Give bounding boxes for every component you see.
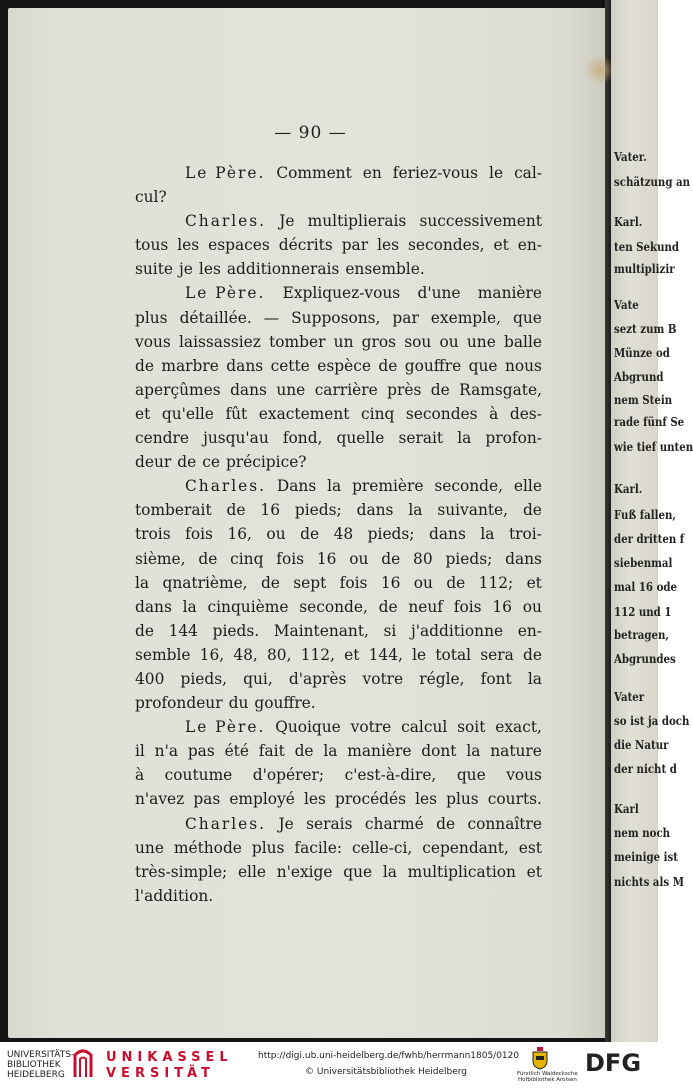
word: suivante, (437, 501, 509, 520)
word: la (527, 669, 542, 688)
word: profon- (485, 429, 542, 448)
text-line (135, 378, 542, 402)
text-line (135, 547, 542, 571)
adjacent-page-text: betragen, (614, 628, 669, 642)
adjacent-page-text: mal 16 ode (614, 580, 678, 594)
word: quelle (336, 429, 385, 448)
text-line (135, 836, 542, 860)
word: 80 (413, 549, 433, 568)
word: secondes (405, 404, 478, 423)
word: marbre (161, 356, 219, 375)
adjacent-page-text: wie tief unten (614, 440, 693, 454)
word: et (526, 573, 542, 592)
word: c'est-à-dire, (344, 766, 437, 785)
logo-line: UNIVERSITÄTS- (7, 1050, 75, 1060)
text-line (135, 884, 542, 908)
word: troi- (508, 525, 542, 544)
word: ensemble. (345, 260, 425, 279)
dfg-logo[interactable]: DFG (585, 1049, 642, 1077)
word: multiplication (407, 862, 516, 881)
word: total (435, 645, 472, 664)
word: 144 (168, 621, 198, 640)
text-line (135, 426, 542, 450)
word: pieds; (294, 501, 342, 520)
word: 16 (260, 501, 280, 520)
word: fois (339, 573, 368, 592)
word: Ramsgate, (459, 380, 542, 399)
footer-bar (0, 1042, 658, 1089)
word: multiplierais (307, 212, 407, 231)
word: pas (193, 790, 221, 809)
word: espèce (317, 356, 371, 375)
text-line (135, 691, 542, 715)
word: laissassiez (178, 332, 261, 351)
speaker-name: Charles. (185, 212, 267, 231)
adjacent-page-text: der dritten f (614, 532, 685, 546)
word: une (135, 838, 164, 857)
speaker-name: Le Père. (185, 718, 266, 737)
word: décrits (278, 236, 333, 255)
word: 16 (316, 549, 337, 568)
word: trois (135, 525, 171, 544)
word: de (300, 525, 320, 544)
word: la (408, 501, 423, 520)
word: en (362, 164, 382, 182)
word: courts. (487, 790, 542, 809)
text-line (135, 209, 542, 233)
text-line (135, 787, 542, 811)
text-line (135, 281, 542, 305)
word: de (446, 573, 466, 592)
word: ou (439, 332, 459, 351)
word: Quoique (275, 718, 341, 737)
word: que (456, 766, 486, 785)
word: dont (421, 742, 457, 761)
text-line (135, 161, 542, 185)
word: par (392, 308, 419, 327)
word: cependant, (422, 838, 509, 857)
word: n'avez (135, 790, 185, 809)
word: successivement (419, 212, 542, 231)
word: ce (202, 453, 220, 472)
word: nous (504, 356, 542, 375)
word: une (276, 380, 306, 399)
adjacent-page-text: rade fünf Se (614, 415, 685, 429)
word: et (526, 862, 542, 881)
word: 112, (300, 645, 335, 664)
word: cendre (135, 429, 189, 448)
adjacent-page-text: nem Stein (614, 393, 673, 407)
word: gros (361, 332, 397, 351)
word: 400 (135, 669, 165, 688)
word: cinquième (207, 597, 289, 616)
book-page (8, 8, 613, 1038)
word: jusqu'au (203, 429, 269, 448)
word: si (383, 621, 397, 640)
word: ou (522, 597, 542, 616)
word: deur (135, 453, 172, 472)
text-line (135, 643, 542, 667)
text-line (135, 763, 542, 787)
word: les (415, 790, 438, 809)
text-line (135, 667, 542, 691)
source-url-link[interactable]: http://digi.ub.uni-heidelberg.de/fwhb/herrmann1805/0120 (258, 1051, 520, 1061)
word: sième, (135, 549, 186, 568)
word: à (489, 404, 499, 423)
word: seconde, (299, 597, 368, 616)
word: celle-ci, (351, 838, 413, 857)
word: fond, (282, 429, 323, 448)
word: de (378, 597, 398, 616)
word: d'opérer; (252, 766, 325, 785)
word: fois (276, 549, 305, 568)
text-line (135, 257, 542, 281)
word: balle (504, 332, 542, 351)
word: Expliquez-vous (282, 284, 401, 303)
word: la (327, 477, 342, 496)
word: Dans (276, 477, 317, 496)
word: sept (293, 573, 327, 592)
arolsen-line: Fürstlich Waldecksche (517, 1071, 578, 1077)
word: que (468, 356, 498, 375)
arolsen-library-text (517, 1071, 578, 1083)
word: la (135, 573, 150, 592)
text-line (135, 595, 542, 619)
word: 16 (492, 597, 512, 616)
speaker-name: Charles. (185, 814, 267, 833)
word: cul? (135, 188, 167, 207)
word: n'exige (276, 862, 333, 881)
text-line (135, 739, 542, 763)
word: détaillée. (179, 308, 252, 327)
text-line (135, 619, 542, 643)
word: Comment (276, 164, 352, 182)
word: fût (225, 404, 248, 423)
word: Je (278, 814, 294, 833)
text-line (135, 812, 542, 836)
word: soit (457, 718, 486, 737)
word: pieds; (367, 525, 415, 544)
kassel-university-logo[interactable] (106, 1050, 233, 1082)
word: profondeur (135, 694, 223, 713)
word: un (333, 332, 354, 351)
word: plus (251, 838, 285, 857)
word: aperçûmes (135, 380, 221, 399)
adjacent-page-text: Karl. (614, 215, 643, 229)
word: procédés (334, 790, 407, 809)
word: ou (266, 525, 286, 544)
word: 144, (368, 645, 403, 664)
word: et (135, 404, 151, 423)
page-number: — 90 — (274, 123, 347, 143)
arolsen-crest-icon (532, 1047, 548, 1069)
word: vous (506, 766, 542, 785)
word: elle (237, 862, 266, 881)
word: ou (413, 573, 433, 592)
text-line (135, 571, 542, 595)
word: les (177, 236, 200, 255)
adjacent-page-edge (611, 0, 693, 1042)
word: est (518, 838, 542, 857)
word: tous (135, 236, 169, 255)
word: cette (270, 356, 310, 375)
text-line (135, 330, 542, 354)
word: employé (229, 790, 295, 809)
word: la (457, 429, 472, 448)
word: nature (490, 742, 542, 761)
word: pieds; (445, 549, 493, 568)
word: qui, (243, 669, 273, 688)
word: charmé (364, 814, 424, 833)
word: exact, (495, 718, 542, 737)
word: la (323, 742, 338, 761)
word: 48 (333, 525, 354, 544)
word: il (135, 742, 145, 761)
word: additionnerais (226, 260, 340, 279)
word: je (179, 260, 193, 279)
word: 48, (233, 645, 258, 664)
text-line (135, 522, 542, 546)
word: connaître (467, 814, 542, 833)
word: sou (404, 332, 432, 351)
word: des- (509, 404, 542, 423)
text-line (135, 450, 542, 474)
word: feriez-vous (392, 164, 479, 182)
word: secondes, (407, 236, 485, 255)
word: dans (226, 356, 264, 375)
word: les (303, 790, 326, 809)
text-line (135, 498, 542, 522)
word: et (344, 645, 360, 664)
heidelberg-seal-icon (72, 1049, 94, 1079)
word: elle (513, 477, 542, 496)
speaker-name: Charles. (185, 477, 267, 496)
adjacent-page-text: multiplizir (614, 262, 675, 276)
word: pieds. (212, 621, 260, 640)
word: tomberait (135, 501, 212, 520)
word: fait (258, 742, 285, 761)
word: sera (480, 645, 514, 664)
word: 16, (227, 525, 252, 544)
word: espaces (208, 236, 270, 255)
word: dans (505, 549, 542, 568)
adjacent-page-text: so ist ja doch (614, 714, 690, 728)
word: première (352, 477, 424, 496)
word: le (489, 164, 504, 182)
logo-line: VERSITÄT (106, 1066, 215, 1081)
word: de (135, 621, 154, 640)
word: votre (350, 718, 392, 737)
word: la (382, 862, 397, 881)
word: manière (477, 284, 542, 303)
text-line (135, 185, 542, 209)
word: gouffre (404, 356, 462, 375)
adjacent-page-text: Münze od (614, 346, 670, 360)
word: qnatrième, (162, 573, 248, 592)
word: très-simple; (135, 862, 228, 881)
word: coutume (164, 766, 233, 785)
word: plus (135, 308, 168, 327)
adjacent-page-text: Fuß fallen, (614, 508, 676, 522)
word: 16 (380, 573, 401, 592)
word: du (228, 694, 249, 713)
word: ou (349, 549, 369, 568)
word: fois (185, 525, 213, 544)
word: précipice? (225, 453, 307, 472)
word: serait (398, 429, 444, 448)
adjacent-page-text: nem noch (614, 826, 671, 840)
word: méthode (173, 838, 242, 857)
adjacent-page-text: Karl (614, 802, 639, 816)
word: carrière (314, 380, 378, 399)
word: la (466, 742, 481, 761)
adjacent-page-text: Vate (614, 298, 639, 312)
word: votre (362, 669, 404, 688)
word: exemple, (430, 308, 502, 327)
word: fois (453, 597, 482, 616)
word: calcul (401, 718, 448, 737)
word: en- (517, 621, 542, 640)
word: cinq (361, 404, 395, 423)
text-line (135, 474, 542, 498)
word: de (260, 573, 280, 592)
speaker-name: Le Père. (185, 284, 266, 303)
word: manière (347, 742, 412, 761)
word: de (436, 814, 456, 833)
adjacent-page-text: schätzung an (614, 175, 691, 189)
word: la (182, 597, 197, 616)
text-line (135, 306, 542, 330)
word: de (294, 742, 314, 761)
word: les (198, 260, 221, 279)
adjacent-page-text: siebenmal (614, 556, 673, 570)
word: de (522, 501, 542, 520)
word: font (480, 669, 512, 688)
word: dans (135, 597, 172, 616)
word: vous (135, 332, 171, 351)
word: j'additionne (410, 621, 504, 640)
word: d'après (288, 669, 347, 688)
text-line (135, 715, 542, 739)
word: exactement (258, 404, 350, 423)
word: de (381, 549, 401, 568)
word: de (378, 356, 398, 375)
word: 16, (199, 645, 225, 664)
word: facile: (294, 838, 343, 857)
adjacent-page-text: sezt zum B (614, 322, 677, 336)
copyright-text: © Universitätsbibliothek Heidelberg (305, 1067, 468, 1077)
word: de (430, 380, 450, 399)
word: la (480, 525, 495, 544)
word: et (493, 236, 509, 255)
word: par (341, 236, 369, 255)
word: tomber (269, 332, 326, 351)
word: d'une (417, 284, 461, 303)
text-line (135, 402, 542, 426)
text-line (135, 354, 542, 378)
word: le (412, 645, 427, 664)
adjacent-page-text: Abgrundes (614, 652, 676, 666)
word: en- (517, 236, 542, 255)
word: les (377, 236, 399, 255)
heidelberg-library-logo[interactable] (7, 1050, 74, 1080)
arolsen-line: Hofbibliothek Arolsen (517, 1077, 577, 1083)
word: de (177, 453, 197, 472)
word: une (466, 332, 496, 351)
adjacent-page-text: Vater (614, 690, 645, 704)
word: gouffre. (254, 694, 316, 713)
word: cal- (514, 164, 542, 182)
word: n'a (154, 742, 178, 761)
word: pieds, (180, 669, 228, 688)
adjacent-page-text: die Natur (614, 738, 669, 752)
word: que (343, 862, 373, 881)
adjacent-page-text: Karl. (614, 482, 643, 496)
logo-line: BIBLIOTHEK (7, 1060, 61, 1070)
logo-line: HEIDELBERG (7, 1070, 65, 1080)
word: dans (230, 380, 267, 399)
text-line (135, 860, 542, 884)
word: plus (446, 790, 479, 809)
word: de (198, 549, 218, 568)
body-text (135, 161, 542, 908)
word: dans (356, 501, 394, 520)
speaker-name: Le Père. (185, 164, 266, 182)
word: régle, (419, 669, 465, 688)
adjacent-page-text: Abgrund (614, 370, 664, 384)
word: près (387, 380, 422, 399)
word: de (226, 501, 246, 520)
word: 112; (478, 573, 514, 592)
text-line (135, 233, 542, 257)
word: qu'elle (161, 404, 214, 423)
adjacent-page-text: nichts als M (614, 875, 684, 889)
adjacent-page-text: der nicht d (614, 762, 677, 776)
word: neuf (408, 597, 444, 616)
word: Maintenant, (273, 621, 369, 640)
word: semble (135, 645, 191, 664)
word: — (263, 308, 280, 327)
word: dans (429, 525, 466, 544)
word: l'addition. (135, 886, 214, 905)
word: serais (306, 814, 353, 833)
word: Supposons, (291, 308, 381, 327)
word: suite (135, 260, 174, 279)
word: que (513, 308, 542, 327)
word: à (135, 766, 145, 785)
word: cinq (230, 549, 264, 568)
word: pas (187, 742, 215, 761)
word: seconde, (434, 477, 504, 496)
logo-line: UNIKASSEL (106, 1050, 233, 1065)
adjacent-page-text: Vater. (614, 150, 647, 164)
word: 80, (267, 645, 292, 664)
adjacent-page-text: ten Sekund (614, 240, 680, 254)
word: de (135, 356, 154, 375)
adjacent-page-text: meinige ist (614, 850, 678, 864)
word: Je (279, 212, 295, 231)
word: de (522, 645, 542, 664)
adjacent-page-text: 112 und 1 (614, 605, 672, 619)
word: été (224, 742, 249, 761)
